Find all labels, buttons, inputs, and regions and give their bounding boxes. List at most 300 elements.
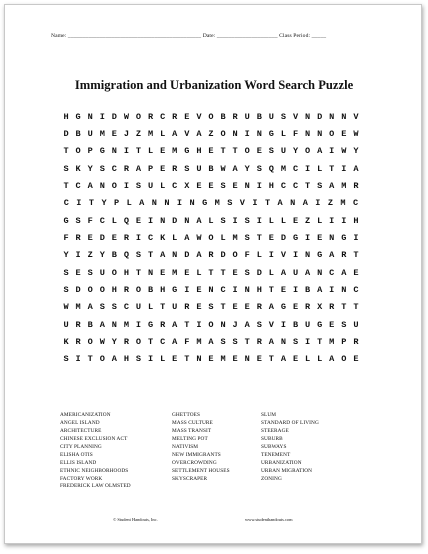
grid-letter: Y xyxy=(87,163,93,174)
grid-letter: L xyxy=(317,215,323,226)
grid-letter: C xyxy=(329,267,335,278)
grid-letter: M xyxy=(220,354,226,365)
word-column xyxy=(261,412,381,491)
grid-letter: U xyxy=(63,319,69,330)
grid-letter: I xyxy=(176,198,183,209)
grid-letter: Y xyxy=(353,146,359,157)
grid-letter: I xyxy=(148,215,154,226)
grid-letter: T xyxy=(353,250,359,261)
grid-letter: J xyxy=(232,319,238,330)
grid-letter: E xyxy=(268,233,274,244)
grid-letter: A xyxy=(305,267,311,278)
grid-letter: T xyxy=(220,302,226,313)
word-list-item: SETTLEMENT HOUSES xyxy=(172,467,230,474)
grid-letter: A xyxy=(329,181,335,192)
grid-letter: G xyxy=(317,250,323,261)
grid-letter: B xyxy=(256,111,262,122)
grid-row xyxy=(60,125,362,142)
grid-row xyxy=(60,229,362,246)
grid-letter: I xyxy=(75,250,81,261)
grid-letter: R xyxy=(172,111,178,122)
grid-letter: D xyxy=(75,285,81,296)
grid-letter: T xyxy=(353,302,359,313)
word-list-item: CITY PLANNING xyxy=(60,443,102,450)
grid-letter: T xyxy=(268,285,274,296)
grid-letter: G xyxy=(75,111,81,122)
grid-letter: G xyxy=(292,233,299,244)
grid-letter: A xyxy=(302,198,308,209)
grid-letter: U xyxy=(148,181,154,192)
grid-letter: I xyxy=(292,250,299,261)
grid-letter: Z xyxy=(87,250,93,261)
grid-letter: H xyxy=(196,146,202,157)
grid-letter: N xyxy=(148,267,154,278)
grid-letter: E xyxy=(111,233,117,244)
grid-letter: C xyxy=(292,163,299,174)
word-list-item: ARCHITECTURE xyxy=(60,427,102,434)
grid-letter: E xyxy=(256,354,262,365)
copyright-text: © Student Handouts, Inc. xyxy=(113,517,158,522)
grid-letter: T xyxy=(232,146,238,157)
grid-letter: S xyxy=(63,285,69,296)
grid-letter: W xyxy=(353,129,359,140)
grid-letter: E xyxy=(184,111,190,122)
word-list-item: MELTING POT xyxy=(172,435,208,442)
word-list-item: OVERCROWDING xyxy=(172,459,217,466)
grid-letter: O xyxy=(220,129,226,140)
grid-letter: Y xyxy=(101,198,107,209)
grid-row xyxy=(60,351,362,368)
grid-letter: A xyxy=(341,267,347,278)
grid-letter: L xyxy=(268,267,274,278)
grid-letter: R xyxy=(75,337,81,348)
class-period-label: Class Period: xyxy=(279,33,311,39)
grid-letter: C xyxy=(148,233,154,244)
grid-letter: R xyxy=(123,233,130,244)
grid-letter: O xyxy=(341,354,347,365)
grid-row xyxy=(60,316,362,333)
grid-letter: T xyxy=(220,146,226,157)
grid-letter: S xyxy=(292,337,299,348)
grid-letter: L xyxy=(280,215,287,226)
grid-letter: S xyxy=(63,354,69,365)
grid-letter: I xyxy=(256,181,262,192)
word-list-item: SKYSCRAPER xyxy=(172,475,208,482)
grid-letter: I xyxy=(232,215,238,226)
grid-letter: G xyxy=(280,302,287,313)
grid-letter: I xyxy=(268,250,274,261)
grid-letter: S xyxy=(135,354,142,365)
grid-letter: A xyxy=(232,163,238,174)
grid-letter: N xyxy=(305,111,311,122)
grid-letter: C xyxy=(111,163,117,174)
grid-letter: R xyxy=(329,302,335,313)
grid-letter: E xyxy=(256,146,262,157)
grid-letter: Z xyxy=(135,129,142,140)
grid-letter: K xyxy=(63,337,69,348)
grid-letter: T xyxy=(184,319,190,330)
grid-letter: H xyxy=(63,111,69,122)
letter-grid xyxy=(60,108,362,368)
grid-letter: Q xyxy=(268,163,274,174)
grid-letter: U xyxy=(196,163,202,174)
class-period-blank: _____ xyxy=(311,33,327,39)
grid-letter: D xyxy=(220,250,226,261)
grid-letter: E xyxy=(232,267,238,278)
grid-letter: N xyxy=(196,354,202,365)
grid-letter: M xyxy=(214,198,220,209)
name-label: Name: xyxy=(51,33,67,39)
grid-letter: N xyxy=(184,215,190,226)
grid-letter: C xyxy=(63,198,69,209)
grid-letter: B xyxy=(220,111,226,122)
grid-letter: T xyxy=(148,250,154,261)
grid-letter: N xyxy=(111,319,117,330)
grid-letter: M xyxy=(340,198,346,209)
grid-letter: A xyxy=(135,163,142,174)
grid-letter: S xyxy=(220,337,226,348)
grid-letter: N xyxy=(256,129,262,140)
student-info-line xyxy=(51,33,326,39)
grid-letter: C xyxy=(353,198,359,209)
grid-letter: I xyxy=(256,215,262,226)
grid-letter: S xyxy=(184,163,190,174)
grid-letter: E xyxy=(75,267,81,278)
grid-letter: B xyxy=(148,285,154,296)
grid-letter: I xyxy=(232,285,238,296)
grid-letter: O xyxy=(111,267,117,278)
grid-letter: N xyxy=(280,337,287,348)
grid-letter: U xyxy=(87,129,93,140)
grid-letter: L xyxy=(220,233,226,244)
grid-letter: T xyxy=(208,267,214,278)
grid-letter: W xyxy=(99,337,105,348)
grid-letter: C xyxy=(160,337,166,348)
grid-letter: N xyxy=(164,198,170,209)
grid-letter: E xyxy=(196,302,202,313)
grid-letter: A xyxy=(172,337,178,348)
grid-letter: G xyxy=(184,146,190,157)
grid-letter: E xyxy=(353,354,359,365)
grid-letter: R xyxy=(256,302,262,313)
grid-letter: B xyxy=(208,163,214,174)
grid-letter: L xyxy=(160,354,166,365)
grid-letter: Y xyxy=(111,337,117,348)
grid-letter: E xyxy=(111,129,117,140)
grid-letter: M xyxy=(280,163,287,174)
grid-letter: O xyxy=(99,285,105,296)
grid-letter: S xyxy=(268,146,274,157)
grid-letter: S xyxy=(75,215,81,226)
grid-letter: N xyxy=(305,129,311,140)
puzzle-title: Immigration and Urbanization Word Search Puzzle xyxy=(74,78,354,92)
grid-letter: L xyxy=(148,146,154,157)
grid-letter: M xyxy=(341,181,347,192)
grid-letter: B xyxy=(292,319,299,330)
grid-letter: S xyxy=(135,181,142,192)
grid-letter: L xyxy=(196,267,202,278)
grid-letter: C xyxy=(220,285,226,296)
grid-letter: V xyxy=(196,111,202,122)
grid-letter: M xyxy=(123,319,130,330)
grid-letter: G xyxy=(63,215,69,226)
grid-letter: S xyxy=(232,337,238,348)
grid-row xyxy=(60,143,362,160)
grid-letter: L xyxy=(268,215,274,226)
grid-letter: A xyxy=(268,302,274,313)
grid-letter: L xyxy=(280,129,287,140)
grid-letter: L xyxy=(317,354,323,365)
grid-letter: R xyxy=(208,250,214,261)
word-list-item: SUBWAYS xyxy=(261,443,287,450)
grid-letter: I xyxy=(123,146,130,157)
grid-letter: I xyxy=(341,215,347,226)
grid-letter: T xyxy=(88,198,95,209)
grid-letter: N xyxy=(341,285,347,296)
word-column xyxy=(60,412,172,491)
grid-letter: Y xyxy=(292,146,299,157)
grid-letter: W xyxy=(63,302,69,313)
grid-letter: E xyxy=(208,354,214,365)
grid-letter: G xyxy=(341,233,347,244)
grid-letter: H xyxy=(123,354,130,365)
grid-letter: S xyxy=(208,302,214,313)
grid-letter: T xyxy=(87,354,93,365)
grid-letter: L xyxy=(208,215,214,226)
grid-letter: X xyxy=(184,181,190,192)
grid-letter: R xyxy=(172,163,178,174)
grid-letter: C xyxy=(99,215,105,226)
grid-letter: O xyxy=(305,146,311,157)
grid-letter: C xyxy=(292,181,299,192)
grid-letter: T xyxy=(220,267,226,278)
grid-letter: N xyxy=(317,267,323,278)
grid-letter: L xyxy=(305,354,311,365)
word-list-item: SUBURB xyxy=(261,435,283,442)
grid-letter: R xyxy=(353,337,359,348)
word-column xyxy=(172,412,261,491)
grid-letter: Z xyxy=(327,198,334,209)
grid-letter: D xyxy=(63,129,69,140)
grid-letter: E xyxy=(196,181,202,192)
grid-letter: R xyxy=(184,302,190,313)
grid-letter: B xyxy=(75,129,81,140)
grid-letter: N xyxy=(290,198,296,209)
grid-letter: A xyxy=(160,250,166,261)
grid-letter: A xyxy=(111,354,117,365)
grid-letter: O xyxy=(244,146,250,157)
grid-letter: I xyxy=(196,319,202,330)
word-list-item: ELLIS ISLAND xyxy=(60,459,97,466)
grid-letter: K xyxy=(75,163,81,174)
grid-row xyxy=(60,247,362,264)
grid-letter: E xyxy=(317,233,323,244)
grid-letter: S xyxy=(87,267,93,278)
grid-letter: N xyxy=(220,319,226,330)
grid-letter: F xyxy=(292,129,299,140)
grid-letter: B xyxy=(87,319,93,330)
grid-letter: M xyxy=(329,337,335,348)
grid-letter: U xyxy=(244,111,250,122)
grid-letter: V xyxy=(268,319,274,330)
grid-letter: F xyxy=(184,337,190,348)
grid-letter: M xyxy=(172,267,178,278)
grid-letter: N xyxy=(87,111,93,122)
grid-letter: I xyxy=(305,233,311,244)
word-list-item: ETHNIC NEIGHBORHOODS xyxy=(60,467,129,474)
grid-letter: N xyxy=(151,198,157,209)
grid-letter: I xyxy=(305,337,311,348)
word-list-item: NEW IMMIGRANTS xyxy=(172,451,221,458)
grid-letter: A xyxy=(87,181,93,192)
grid-letter: I xyxy=(292,285,299,296)
grid-letter: G xyxy=(148,319,154,330)
word-list-item: SLUM xyxy=(261,412,277,418)
grid-letter: Z xyxy=(208,129,214,140)
word-list-item: FREDERICK LAW OLMSTED xyxy=(60,483,131,490)
grid-letter: I xyxy=(329,285,335,296)
word-list-item: GHETTOES xyxy=(172,412,201,418)
grid-letter: S xyxy=(244,233,250,244)
name-blank: ______________________________________________ xyxy=(67,33,202,39)
grid-letter: V xyxy=(353,111,359,122)
grid-letter: M xyxy=(232,233,238,244)
grid-letter: L xyxy=(111,215,117,226)
grid-letter: M xyxy=(75,302,81,313)
grid-letter: E xyxy=(160,267,166,278)
grid-letter: I xyxy=(252,198,258,209)
grid-letter: I xyxy=(329,146,335,157)
grid-letter: C xyxy=(75,181,81,192)
grid-letter: H xyxy=(160,285,166,296)
grid-letter: E xyxy=(160,163,166,174)
grid-letter: H xyxy=(111,285,117,296)
grid-letter: U xyxy=(172,302,178,313)
grid-letter: S xyxy=(244,267,250,278)
grid-letter: T xyxy=(63,181,69,192)
grid-row xyxy=(60,177,362,194)
grid-letter: S xyxy=(63,267,69,278)
word-list-item: URBAN MIGRATION xyxy=(261,467,313,474)
grid-letter: V xyxy=(280,250,287,261)
grid-letter: R xyxy=(256,337,262,348)
grid-letter: D xyxy=(99,233,105,244)
grid-row xyxy=(60,212,362,229)
grid-letter: I xyxy=(135,319,142,330)
grid-letter: D xyxy=(280,233,287,244)
grid-letter: U xyxy=(99,267,105,278)
grid-row xyxy=(60,108,362,125)
grid-letter: N xyxy=(232,129,238,140)
grid-letter: I xyxy=(75,354,81,365)
grid-letter: P xyxy=(114,198,120,209)
grid-letter: O xyxy=(329,129,335,140)
grid-letter: P xyxy=(87,146,93,157)
grid-row xyxy=(60,333,362,350)
grid-letter: F xyxy=(63,233,69,244)
grid-letter: N xyxy=(160,215,166,226)
grid-letter: R xyxy=(341,250,347,261)
grid-letter: E xyxy=(208,146,214,157)
grid-letter: C xyxy=(280,181,287,192)
grid-letter: U xyxy=(292,267,299,278)
grid-letter: C xyxy=(160,111,166,122)
worksheet-page xyxy=(4,4,422,544)
grid-letter: T xyxy=(148,337,154,348)
grid-letter: T xyxy=(63,146,69,157)
grid-letter: D xyxy=(184,250,190,261)
grid-letter: Z xyxy=(305,215,311,226)
grid-letter: I xyxy=(305,163,311,174)
word-list-item: FACTORY WORK xyxy=(60,475,103,482)
word-list-item: CHINESE EXCLUSION ACT xyxy=(60,435,128,442)
grid-letter: I xyxy=(353,233,359,244)
grid-letter: C xyxy=(123,302,130,313)
grid-letter: R xyxy=(148,111,154,122)
grid-letter: U xyxy=(353,319,359,330)
grid-letter: G xyxy=(317,319,323,330)
grid-letter: W xyxy=(123,111,130,122)
grid-letter: A xyxy=(244,319,250,330)
grid-letter: F xyxy=(87,215,93,226)
grid-letter: Y xyxy=(244,163,250,174)
grid-letter: T xyxy=(256,233,262,244)
grid-letter: N xyxy=(172,250,178,261)
grid-letter: A xyxy=(317,285,323,296)
grid-letter: E xyxy=(160,146,166,157)
grid-letter: W xyxy=(196,233,202,244)
grid-letter: S xyxy=(220,181,226,192)
grid-letter: G xyxy=(99,146,105,157)
grid-letter: A xyxy=(353,163,359,174)
grid-letter: I xyxy=(184,285,190,296)
grid-letter: N xyxy=(329,233,335,244)
grid-letter: E xyxy=(196,285,202,296)
grid-letter: S xyxy=(256,163,262,174)
grid-letter: W xyxy=(341,146,347,157)
grid-letter: A xyxy=(277,198,283,209)
grid-letter: T xyxy=(160,302,166,313)
grid-letter: M xyxy=(148,129,154,140)
grid-letter: S xyxy=(63,163,69,174)
grid-letter: V xyxy=(239,198,245,209)
grid-letter: B xyxy=(111,250,117,261)
grid-letter: N xyxy=(208,285,214,296)
grid-letter: T xyxy=(341,302,347,313)
grid-letter: O xyxy=(111,181,117,192)
grid-letter: T xyxy=(264,198,271,209)
grid-letter: H xyxy=(256,285,262,296)
grid-letter: G xyxy=(202,198,208,209)
grid-letter: L xyxy=(172,233,178,244)
grid-letter: U xyxy=(305,319,311,330)
grid-letter: T xyxy=(268,354,274,365)
grid-letter: A xyxy=(99,319,105,330)
grid-letter: N xyxy=(317,129,323,140)
grid-letter: A xyxy=(329,354,335,365)
grid-letter: A xyxy=(208,337,214,348)
grid-letter: S xyxy=(280,111,287,122)
grid-letter: A xyxy=(87,302,93,313)
grid-letter: R xyxy=(232,111,238,122)
date-blank: _____________________ xyxy=(216,33,278,39)
grid-letter: B xyxy=(305,285,311,296)
grid-letter: E xyxy=(232,354,238,365)
grid-letter: E xyxy=(135,215,142,226)
word-list-item: AMERICANIZATION xyxy=(60,412,111,418)
grid-letter: X xyxy=(317,302,323,313)
grid-letter: I xyxy=(76,198,82,209)
